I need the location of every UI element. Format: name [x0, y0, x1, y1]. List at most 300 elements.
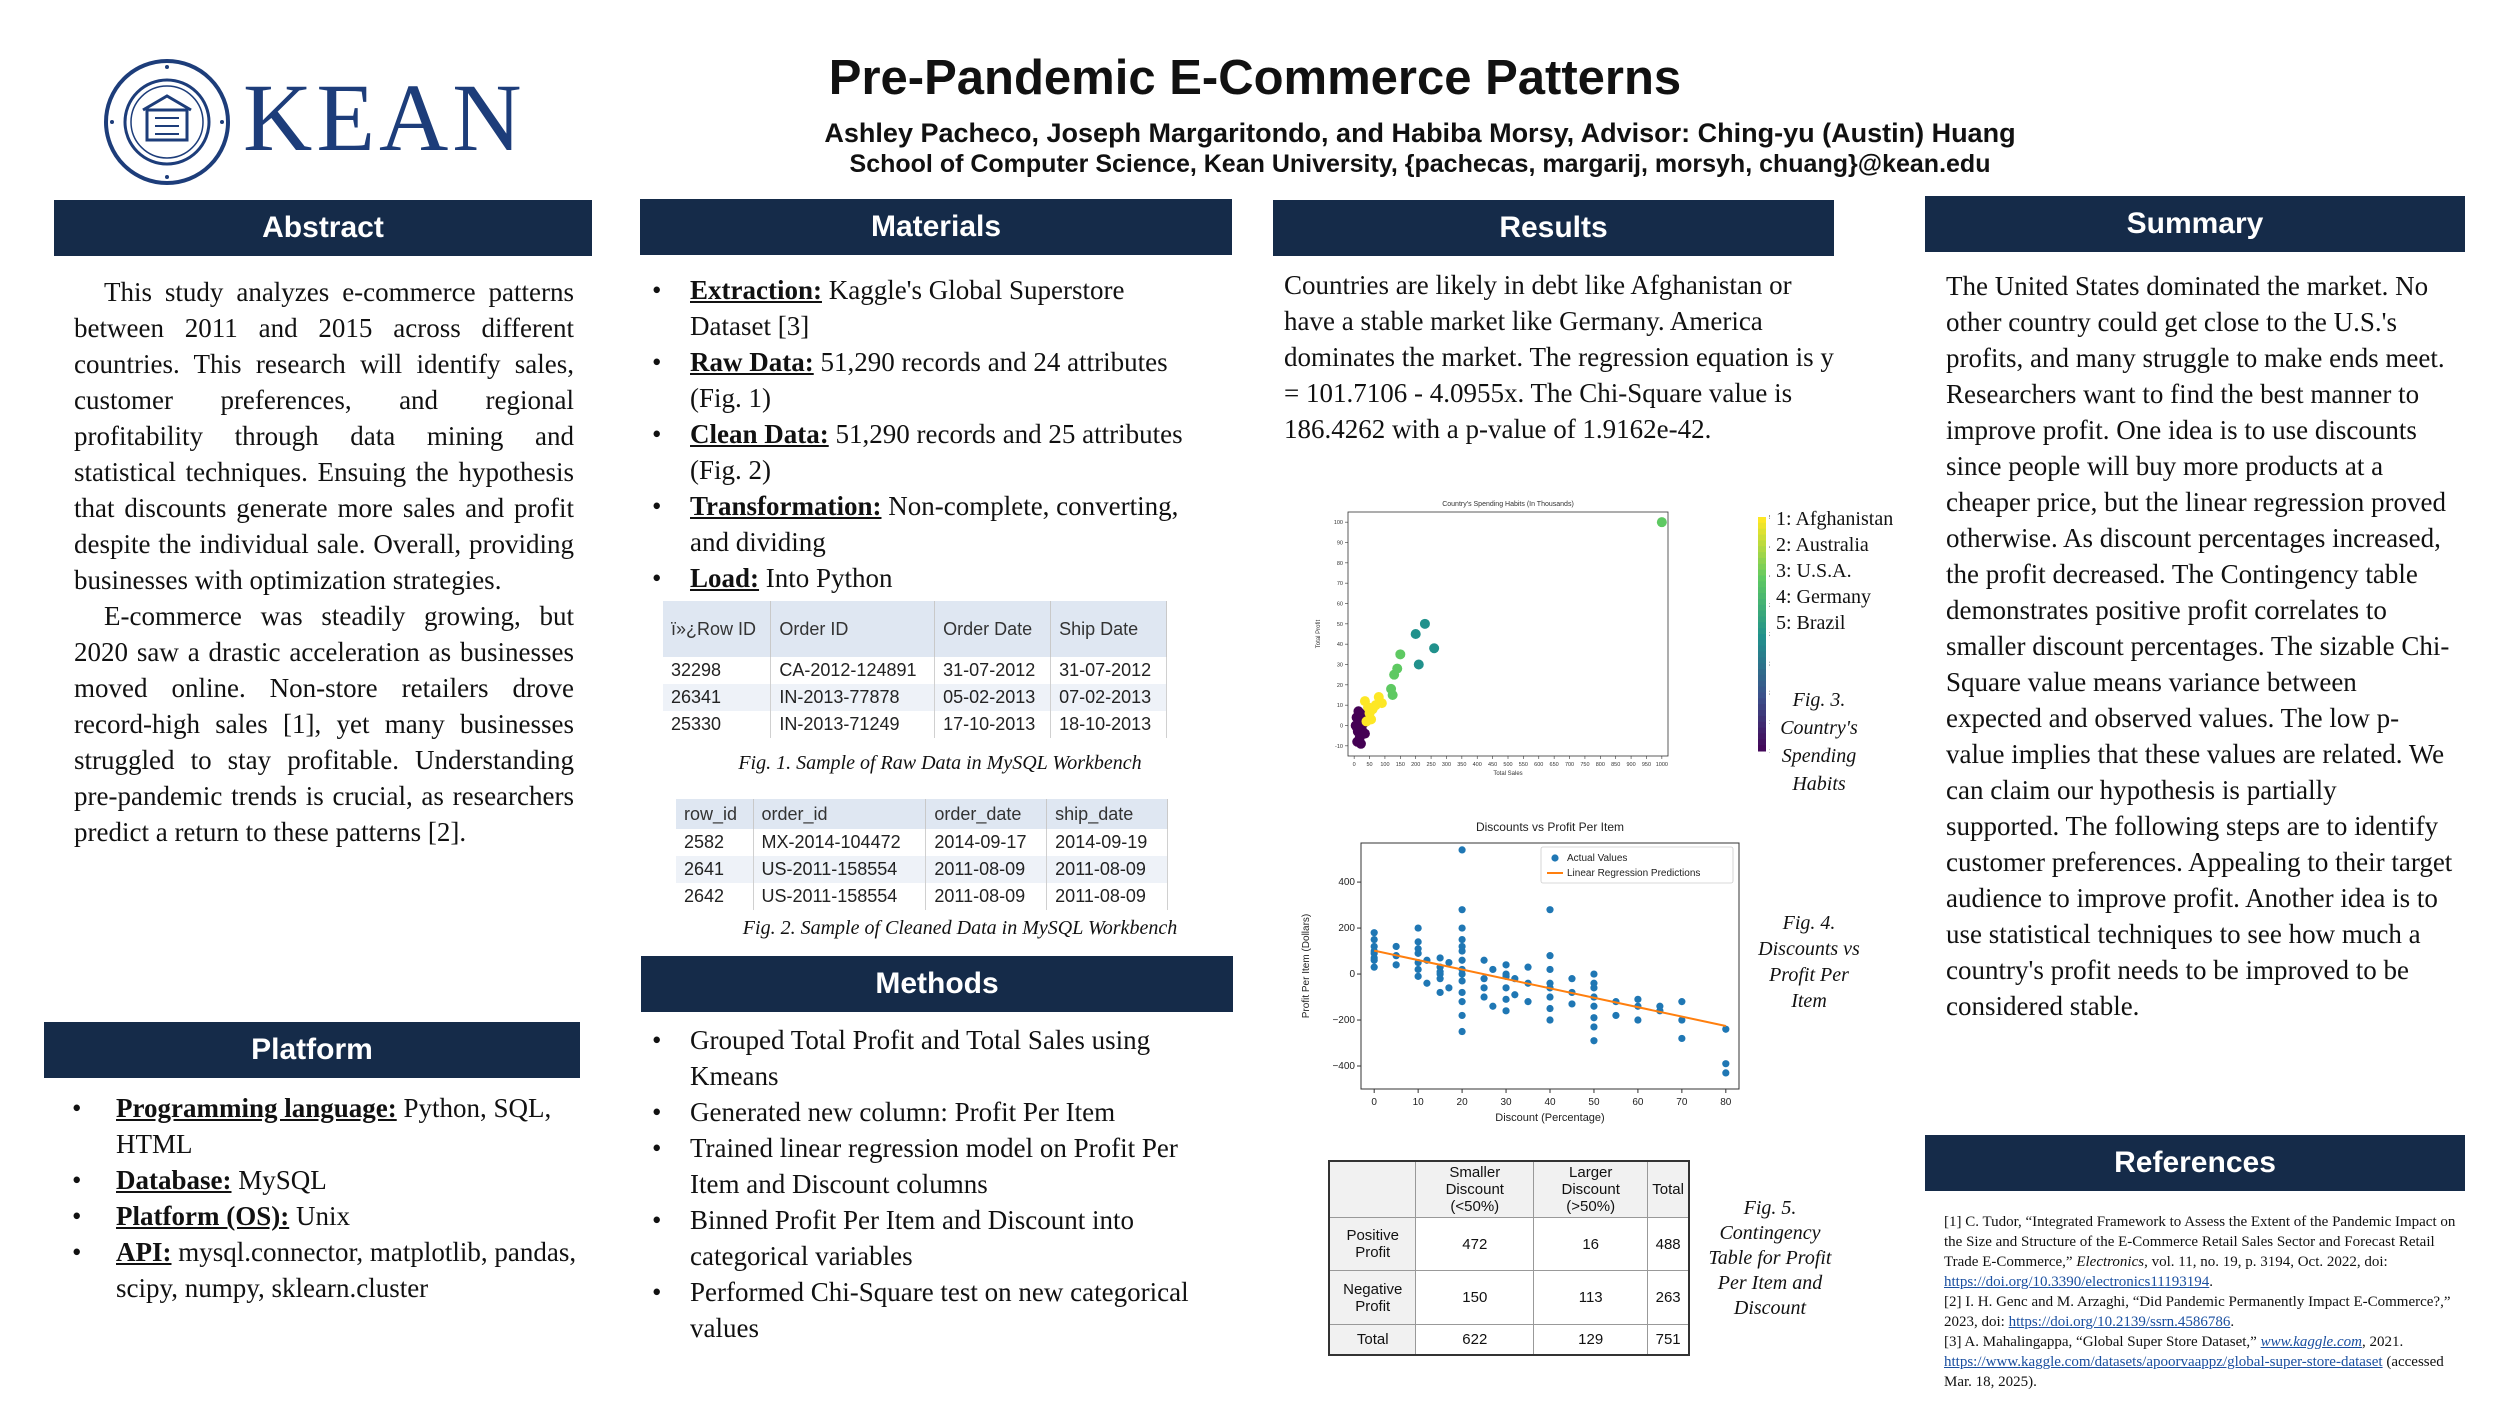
kean-logo [103, 58, 553, 188]
scatter-point [1395, 649, 1405, 659]
y-tick-label: −400 [1332, 1061, 1355, 1073]
x-tick-label: 70 [1676, 1097, 1688, 1108]
scatter-point [1546, 1005, 1553, 1012]
chart-title: Discounts vs Profit Per Item [1475, 820, 1625, 834]
colorbar-segment [1758, 634, 1766, 640]
table-cell: 26341 [663, 684, 771, 711]
fig2-caption: Fig. 2. Sample of Cleaned Data in MySQL Workbench [742, 917, 1178, 939]
reference-link[interactable]: www.kaggle.com [2260, 1334, 2362, 1350]
scatter-point [1590, 1023, 1597, 1030]
colorbar-segment [1758, 733, 1766, 739]
legend-label: Actual Values [1567, 853, 1628, 864]
colorbar-tick-label [1769, 661, 1770, 667]
scatter-point [1590, 970, 1597, 977]
fig3-caption: Fig. 3. Country's Spending Habits [1780, 689, 1858, 795]
table-cell: IN-2013-71249 [771, 711, 935, 738]
table-cell: 25330 [663, 711, 771, 738]
table-cell: Total [1329, 1324, 1416, 1355]
x-tick-label: 900 [1626, 762, 1636, 768]
scatter-point [1458, 989, 1465, 996]
scatter-point [1360, 696, 1370, 706]
scatter-point [1360, 729, 1370, 739]
scatter-point [1489, 1003, 1496, 1010]
scatter-point [1411, 629, 1421, 639]
table-header [1329, 1161, 1416, 1218]
table-cell: 32298 [663, 657, 771, 684]
x-tick-label: 650 [1549, 762, 1559, 768]
references-list [1944, 1212, 2464, 1392]
colorbar-segment [1758, 599, 1766, 605]
scatter-point [1458, 936, 1465, 943]
reference-1: [1] C. Tudor, “Integrated Framework to Assess the Extent of the Pandemic Impact on the Size and Structure of the E-Commerce Retail Sales Sector and Forecast Retail Trade E-Commerce,” Electronics, vol. 11, no. 19, p. 3194, Oct. 2022, doi: https://doi.org/10.3390/electronics11193194. [1944, 1214, 2456, 1290]
colorbar-segment [1758, 693, 1766, 699]
legend-item: 5: Brazil [1776, 612, 1846, 634]
x-tick-label: 0 [1352, 762, 1356, 768]
table-cell: 2011-08-09 [926, 856, 1047, 883]
platform-item-api: • API: mysql.connector, matplotlib, pandas, scipy, numpy, sklearn.cluster [60, 1234, 600, 1306]
scatter-point [1502, 961, 1509, 968]
table-cell: 17-10-2013 [935, 711, 1051, 738]
scatter-point [1634, 996, 1641, 1003]
table-row [676, 883, 1168, 910]
scatter-point [1546, 952, 1553, 959]
clean-data-table [676, 799, 1168, 910]
materials-item-transformation: • Transformation: Non-complete, converting, and dividing [640, 488, 1200, 560]
reference-3: [3] A. Mahalingappa, “Global Super Store Dataset,” www.kaggle.com, 2021. https://www.kaggle.com/datasets/apoorvaappz/global-super-store-dataset (accessed Mar. 18, 2025). [1944, 1334, 2444, 1390]
x-tick-label: 500 [1503, 762, 1513, 768]
references-heading: References [1925, 1135, 2465, 1191]
colorbar-segment [1758, 681, 1766, 687]
colorbar-segment [1758, 675, 1766, 681]
scatter-point [1546, 906, 1553, 913]
scatter-point [1590, 1014, 1597, 1021]
y-tick-label: -10 [1335, 743, 1343, 750]
table-cell: 2014-09-19 [1047, 829, 1168, 856]
scatter-point [1458, 1028, 1465, 1035]
scatter-point [1415, 966, 1422, 973]
scatter-point [1546, 966, 1553, 973]
y-tick-label: −200 [1332, 1015, 1355, 1027]
scatter-point [1458, 957, 1465, 964]
poster-title: Pre-Pandemic E-Commerce Patterns [828, 51, 1682, 105]
table-cell: 2642 [676, 883, 753, 910]
legend-item: 2: Australia [1776, 534, 1869, 556]
colorbar-segment [1758, 722, 1766, 728]
platform-item-language: • Programming language: Python, SQL, HTML [60, 1090, 600, 1162]
chart-title: Country's Spending Habits (In Thousands) [1442, 501, 1574, 508]
table-row [676, 856, 1168, 883]
scatter-point [1546, 993, 1553, 1000]
scatter-point [1371, 964, 1378, 971]
colorbar-segment [1758, 716, 1766, 722]
x-tick-label: 700 [1564, 762, 1575, 768]
table-cell: 129 [1534, 1324, 1648, 1355]
spending-habits-chart [1290, 494, 1770, 794]
colorbar-segment [1758, 564, 1766, 570]
scatter-point [1657, 517, 1667, 527]
y-tick-label: 80 [1336, 560, 1343, 567]
colorbar-segment [1758, 535, 1766, 541]
x-tick-label: 30 [1500, 1097, 1512, 1108]
y-axis-label: Total Profit [1316, 619, 1322, 649]
scatter-point [1415, 945, 1422, 952]
scatter-point [1480, 993, 1487, 1000]
table-cell: 263 [1648, 1271, 1689, 1324]
scatter-point [1420, 619, 1430, 629]
materials-item-clean-data: • Clean Data: 51,290 records and 25 attributes (Fig. 2) [640, 416, 1200, 488]
scatter-point [1489, 966, 1496, 973]
x-tick-label: 750 [1580, 762, 1590, 768]
x-tick-label: 350 [1457, 762, 1467, 768]
reference-link[interactable]: https://www.kaggle.com/datasets/apoorvaappz/global-super-store-dataset [1944, 1354, 2383, 1370]
y-tick-label: 90 [1336, 540, 1343, 547]
scatter-point [1480, 975, 1487, 982]
table-header: order_date [926, 799, 1047, 829]
scatter-point [1371, 929, 1378, 936]
table-cell: 2011-08-09 [926, 883, 1047, 910]
x-tick-label: 950 [1641, 762, 1652, 768]
x-tick-label: 850 [1611, 762, 1621, 768]
table-header: Larger Discount (>50%) [1534, 1161, 1648, 1218]
materials-item-extraction: • Extraction: Kaggle's Global Superstore Dataset [3] [640, 272, 1200, 344]
scatter-point [1634, 1016, 1641, 1023]
scatter-point [1511, 991, 1518, 998]
x-axis-label: Total Sales [1493, 771, 1523, 777]
scatter-point [1437, 989, 1444, 996]
colorbar-segment [1758, 710, 1766, 716]
y-tick-label: 40 [1336, 642, 1343, 649]
scatter-point [1371, 954, 1378, 961]
scatter-point [1458, 970, 1465, 977]
plot-frame [1348, 512, 1668, 756]
colorbar-segment [1758, 728, 1766, 734]
scatter-point [1392, 664, 1402, 674]
table-header: ï»¿Row ID [663, 601, 771, 657]
scatter-point [1678, 1035, 1685, 1042]
table-row [663, 684, 1167, 711]
reference-link[interactable]: https://doi.org/10.2139/ssrn.4586786 [2008, 1314, 2231, 1330]
y-tick-label: 400 [1338, 877, 1355, 889]
colorbar-segment [1758, 739, 1766, 745]
table-cell: 622 [1416, 1324, 1534, 1355]
scatter-point [1423, 980, 1430, 987]
methods-heading: Methods [641, 956, 1233, 1012]
summary-heading: Summary [1925, 196, 2465, 252]
platform-item-os: • Platform (OS): Unix [60, 1198, 600, 1234]
materials-heading: Materials [640, 199, 1232, 255]
methods-item: • Performed Chi-Square test on new categorical values [640, 1274, 1220, 1346]
scatter-point [1722, 1069, 1729, 1076]
y-tick-label: 200 [1338, 923, 1355, 935]
table-row [1329, 1324, 1689, 1355]
colorbar-segment [1758, 552, 1766, 558]
x-tick-label: 600 [1534, 762, 1544, 768]
x-axis-label: Discount (Percentage) [1495, 1112, 1605, 1124]
scatter-point [1568, 1000, 1575, 1007]
x-tick-label: 400 [1472, 762, 1482, 768]
table-cell: 488 [1648, 1218, 1689, 1271]
colorbar-segment [1758, 616, 1766, 622]
colorbar-segment [1758, 540, 1766, 546]
y-tick-label: 100 [1333, 520, 1343, 527]
colorbar-tick-label [1769, 574, 1770, 580]
materials-list [640, 272, 1200, 596]
abstract-paragraph-2: E-commerce was steadily growing, but 2020 saw a drastic acceleration as businesses moved online. Non-store retailers drove record-high sales [1], yet many businesses struggled to stay profitable. Understanding pre-pandemic trends is crucial, as researchers predict a return to these patterns [2]. [74, 601, 574, 847]
fig5-caption: Fig. 5. Contingency Table for Profit Per Item and Discount [1708, 1197, 1832, 1319]
scatter-point [1414, 660, 1424, 670]
colorbar-segment [1758, 652, 1766, 658]
x-tick-label: 100 [1380, 762, 1390, 768]
methods-item: • Grouped Total Profit and Total Sales using Kmeans [640, 1022, 1220, 1094]
y-tick-label: 0 [1339, 723, 1343, 730]
scatter-point [1437, 954, 1444, 961]
table-cell: 16 [1534, 1218, 1648, 1271]
y-tick-label: 30 [1336, 662, 1343, 669]
colorbar-segment [1758, 698, 1766, 704]
scatter-point [1480, 984, 1487, 991]
scatter-point [1377, 698, 1387, 708]
legend-label: Linear Regression Predictions [1567, 868, 1701, 879]
platform-list [60, 1090, 600, 1306]
scatter-point [1388, 690, 1398, 700]
colorbar-segment [1758, 587, 1766, 593]
table-header-row [1329, 1161, 1689, 1218]
table-cell: 31-07-2012 [1051, 657, 1167, 684]
summary-text: The United States dominated the market. No other country could get close to the U.S.'s profits, and many struggle to make ends meet. Researchers want to find the best manner to improve profit. One idea is to use discounts since people will buy more products at a cheaper price, but the linear regression proved otherwise. As discount percentages increased, the profit decreased. The Contingency table demonstrates positive profit correlates to smaller discount percentages. The sizable Chi-Square value means variance between expected and observed values. The low p-value implies that these values are related. We can claim our hypothesis is partially supported. The following steps are to identify customer preferences. Appealing to their target audience to improve profit. Another idea is to use statistical techniques to see how much a country's profit needs to be improved to be considered stable. [1946, 271, 2453, 1021]
table-row [1329, 1218, 1689, 1271]
platform-heading: Platform [44, 1022, 580, 1078]
scatter-point [1445, 984, 1452, 991]
scatter-point [1502, 970, 1509, 977]
scatter-point [1458, 998, 1465, 1005]
table-row [663, 711, 1167, 738]
colorbar-tick-label [1769, 603, 1770, 609]
materials-item-raw-data: • Raw Data: 51,290 records and 24 attributes (Fig. 1) [640, 344, 1200, 416]
scatter-point [1590, 980, 1597, 987]
scatter-point [1415, 938, 1422, 945]
scatter-point [1502, 984, 1509, 991]
x-tick-label: 300 [1441, 762, 1452, 768]
abstract-paragraph-1: This study analyzes e-commerce patterns between 2011 and 2015 across different countries. This research will identify sales, customer preferences, and regional profitability through data mining and statistical techniques. Ensuing the hypothesis that discounts generate more sales and profit despite the individual sale. Overall, providing businesses with optimization strategies. [74, 277, 574, 595]
scatter-point [1458, 906, 1465, 913]
y-tick-label: 60 [1336, 601, 1343, 608]
colorbar-segment [1758, 605, 1766, 611]
fig4-caption: Fig. 4. Discounts vs Profit Per Item [1758, 912, 1860, 1012]
table-header: Order ID [771, 601, 935, 657]
scatter-point [1546, 1016, 1553, 1023]
colorbar-tick-label [1769, 515, 1770, 521]
poster-authors: Ashley Pacheco, Joseph Margaritondo, and Habiba Morsy, Advisor: Ching-yu (Austin) Huang [824, 118, 2016, 148]
table-cell: 150 [1416, 1271, 1534, 1324]
table-cell: US-2011-158554 [753, 856, 926, 883]
colorbar-segment [1758, 745, 1766, 751]
scatter-point [1480, 957, 1487, 964]
colorbar-segment [1758, 687, 1766, 693]
logo-wordmark: KEAN [243, 64, 526, 171]
scatter-point [1415, 924, 1422, 931]
scatter-point [1502, 1007, 1509, 1014]
table-header: Order Date [935, 601, 1051, 657]
x-tick-label: 0 [1371, 1097, 1377, 1108]
x-tick-label: 150 [1395, 762, 1405, 768]
table-cell: 2011-08-09 [1047, 883, 1168, 910]
table-cell: Positive Profit [1329, 1218, 1416, 1271]
x-tick-label: 20 [1456, 1097, 1468, 1108]
scatter-point [1458, 943, 1465, 950]
reference-2: [2] I. H. Genc and M. Arzaghi, “Did Pandemic Permanently Impact E-Commerce?,” 2023, doi: https://doi.org/10.2139/ssrn.4586786. [1944, 1294, 2451, 1330]
table-cell: 113 [1534, 1271, 1648, 1324]
colorbar-segment [1758, 646, 1766, 652]
scatter-point [1458, 846, 1465, 853]
table-cell: IN-2013-77878 [771, 684, 935, 711]
fig3-legend [1776, 506, 1916, 636]
legend-item: 3: U.S.A. [1776, 560, 1852, 582]
x-tick-label: 250 [1426, 762, 1436, 768]
y-tick-label: 10 [1336, 703, 1343, 710]
platform-item-database: • Database: MySQL [60, 1162, 600, 1198]
scatter-point [1590, 1037, 1597, 1044]
table-cell: 18-10-2013 [1051, 711, 1167, 738]
scatter-point [1722, 1060, 1729, 1067]
kean-seal-icon [103, 58, 231, 186]
table-header: Ship Date [1051, 601, 1167, 657]
results-heading: Results [1273, 200, 1834, 256]
scatter-point [1429, 643, 1439, 653]
x-tick-label: 1000 [1655, 762, 1668, 768]
table-cell: 05-02-2013 [935, 684, 1051, 711]
table-header: ship_date [1047, 799, 1168, 829]
colorbar-segment [1758, 628, 1766, 634]
colorbar-segment [1758, 657, 1766, 663]
poster-affiliation: School of Computer Science, Kean University, {pachecas, margarij, morsyh, chuang}@kean.edu [849, 150, 1991, 178]
table-header-row [676, 799, 1168, 829]
table-row [676, 829, 1168, 856]
table-cell: 07-02-2013 [1051, 684, 1167, 711]
scatter-point [1366, 714, 1376, 724]
table-cell: 2582 [676, 829, 753, 856]
scatter-point [1722, 1026, 1729, 1033]
table-row [1329, 1271, 1689, 1324]
y-tick-label: 20 [1336, 682, 1343, 689]
legend-marker-actual [1551, 854, 1558, 861]
table-cell: Negative Profit [1329, 1271, 1416, 1324]
methods-item: • Binned Profit Per Item and Discount into categorical variables [640, 1202, 1220, 1274]
colorbar-segment [1758, 593, 1766, 599]
scatter-point [1393, 943, 1400, 950]
colorbar-segment [1758, 529, 1766, 535]
x-tick-label: 450 [1488, 762, 1498, 768]
x-tick-label: 40 [1544, 1097, 1556, 1108]
y-axis-label: Profit Per Item (Dollars) [1301, 913, 1312, 1019]
y-tick-label: 70 [1336, 581, 1343, 588]
colorbar-segment [1758, 576, 1766, 582]
x-tick-label: 550 [1518, 762, 1528, 768]
regression-line [1374, 951, 1726, 1026]
scatter-point [1445, 959, 1452, 966]
scatter-point [1590, 1003, 1597, 1010]
scatter-point [1656, 1003, 1663, 1010]
colorbar-segment [1758, 663, 1766, 669]
colorbar-segment [1758, 704, 1766, 710]
colorbar-tick-label [1769, 544, 1770, 550]
fig1-caption: Fig. 1. Sample of Raw Data in MySQL Workbench [738, 752, 1142, 774]
table-header: row_id [676, 799, 753, 829]
x-tick-label: 80 [1720, 1097, 1732, 1108]
scatter-point [1458, 1012, 1465, 1019]
colorbar-segment [1758, 669, 1766, 675]
legend-item: 1: Afghanistan [1776, 508, 1894, 530]
legend-item: 4: Germany [1776, 586, 1871, 608]
methods-list [640, 1022, 1220, 1346]
scatter-point [1371, 936, 1378, 943]
y-tick-label: 50 [1336, 621, 1343, 628]
colorbar-segment [1758, 558, 1766, 564]
table-cell: CA-2012-124891 [771, 657, 935, 684]
scatter-point [1678, 998, 1685, 1005]
x-tick-label: 800 [1595, 762, 1605, 768]
scatter-point [1502, 996, 1509, 1003]
raw-data-table [663, 601, 1167, 738]
y-tick-label: 0 [1349, 969, 1355, 981]
table-header-row [663, 601, 1167, 657]
reference-link[interactable]: https://doi.org/10.3390/electronics11193194 [1944, 1274, 2210, 1290]
table-row [663, 657, 1167, 684]
colorbar-tick-label [1769, 632, 1770, 638]
x-tick-label: 10 [1412, 1097, 1424, 1108]
scatter-point [1612, 1012, 1619, 1019]
x-tick-label: 50 [1366, 762, 1373, 768]
abstract-heading: Abstract [54, 200, 592, 256]
colorbar-segment [1758, 581, 1766, 587]
table-cell: 472 [1416, 1218, 1534, 1271]
x-tick-label: 50 [1588, 1097, 1600, 1108]
materials-item-load: • Load: Into Python [640, 560, 1200, 596]
scatter-point [1524, 998, 1531, 1005]
discount-profit-chart [1293, 815, 1753, 1133]
colorbar-segment [1758, 570, 1766, 576]
colorbar-segment [1758, 546, 1766, 552]
colorbar-segment [1758, 523, 1766, 529]
table-cell: 2011-08-09 [1047, 856, 1168, 883]
table-header: Total [1648, 1161, 1689, 1218]
scatter-point [1568, 975, 1575, 982]
scatter-point [1437, 968, 1444, 975]
results-text: Countries are likely in debt like Afghanistan or have a stable market like Germany. America dominates the market. The regression equation is y = 101.7106 - 4.0955x. The Chi-Square value is 186.4262 with a p-value of 1.9162e-42. [1284, 270, 1834, 444]
scatter-point [1458, 977, 1465, 984]
table-cell: US-2011-158554 [753, 883, 926, 910]
methods-item: • Trained linear regression model on Profit Per Item and Discount columns [640, 1130, 1220, 1202]
abstract-body [74, 274, 574, 850]
table-cell: 2014-09-17 [926, 829, 1047, 856]
scatter-point [1393, 961, 1400, 968]
colorbar-segment [1758, 517, 1766, 523]
scatter-point [1524, 964, 1531, 971]
scatter-point [1415, 973, 1422, 980]
table-cell: 2641 [676, 856, 753, 883]
table-cell: 31-07-2012 [935, 657, 1051, 684]
table-header: order_id [753, 799, 926, 829]
colorbar-segment [1758, 640, 1766, 646]
table-cell: 751 [1648, 1324, 1689, 1355]
scatter-point [1356, 739, 1366, 749]
table-cell: MX-2014-104472 [753, 829, 926, 856]
colorbar-segment [1758, 622, 1766, 628]
colorbar-segment [1758, 611, 1766, 617]
x-tick-label: 200 [1411, 762, 1421, 768]
methods-item: • Generated new column: Profit Per Item [640, 1094, 1220, 1130]
x-tick-label: 60 [1632, 1097, 1644, 1108]
scatter-point [1458, 924, 1465, 931]
